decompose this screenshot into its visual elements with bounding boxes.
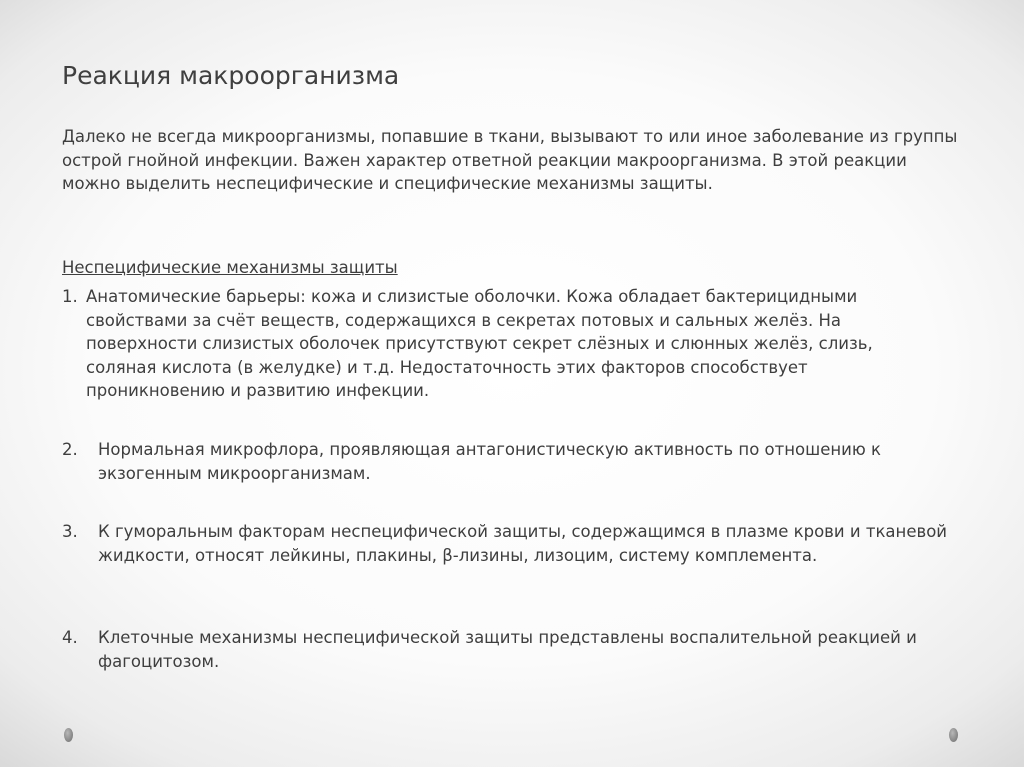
decorative-dot-icon (64, 728, 73, 742)
list-item-text: Анатомические барьеры: кожа и слизистые оболочки. Кожа обладает бактерицидными свойствами за счёт веществ, содержащихся в секретах потовых и сальных желёз. На поверхности слизистых оболочек присутствуют секрет слёзных и слюнных желёз, слизь, соляная кислота (в желудке) и т.д. Недостаточность этих факторов способствует проникновению и развитию инфекции. (86, 287, 873, 400)
list-item-text: К гуморальным факторам неспецифической защиты, содержащимся в плазме крови и тканевой жидкости, относят лейкины, плакины, β-лизины, лизоцим, систему комплемента. (98, 522, 948, 565)
list-item-text: Нормальная микрофлора, проявляющая антагонистическую активность по отношению к экзогенным микроорганизмам. (98, 440, 881, 483)
list-item-number: 2. (62, 440, 78, 459)
intro-paragraph: Далеко не всегда микроорганизмы, попавшие в ткани, вызывают то или иное заболевание из группы острой гнойной инфекции. Важен характер ответной реакции макроорганизма. В этой реакции можно выделить неспецифические и специфические механизмы защиты. (62, 127, 958, 193)
slide-title: Реакция макроорганизма (62, 61, 400, 90)
decorative-dot-icon (949, 728, 958, 742)
list-item-number: 1. (62, 287, 78, 306)
list-item-text: Клеточные механизмы неспецифической защиты представлены воспалительной реакцией и фагоцитозом. (98, 628, 917, 671)
list-item-number: 4. (62, 628, 78, 647)
section-subheading: Неспецифические механизмы защиты (62, 258, 398, 277)
list-item-number: 3. (62, 522, 78, 541)
